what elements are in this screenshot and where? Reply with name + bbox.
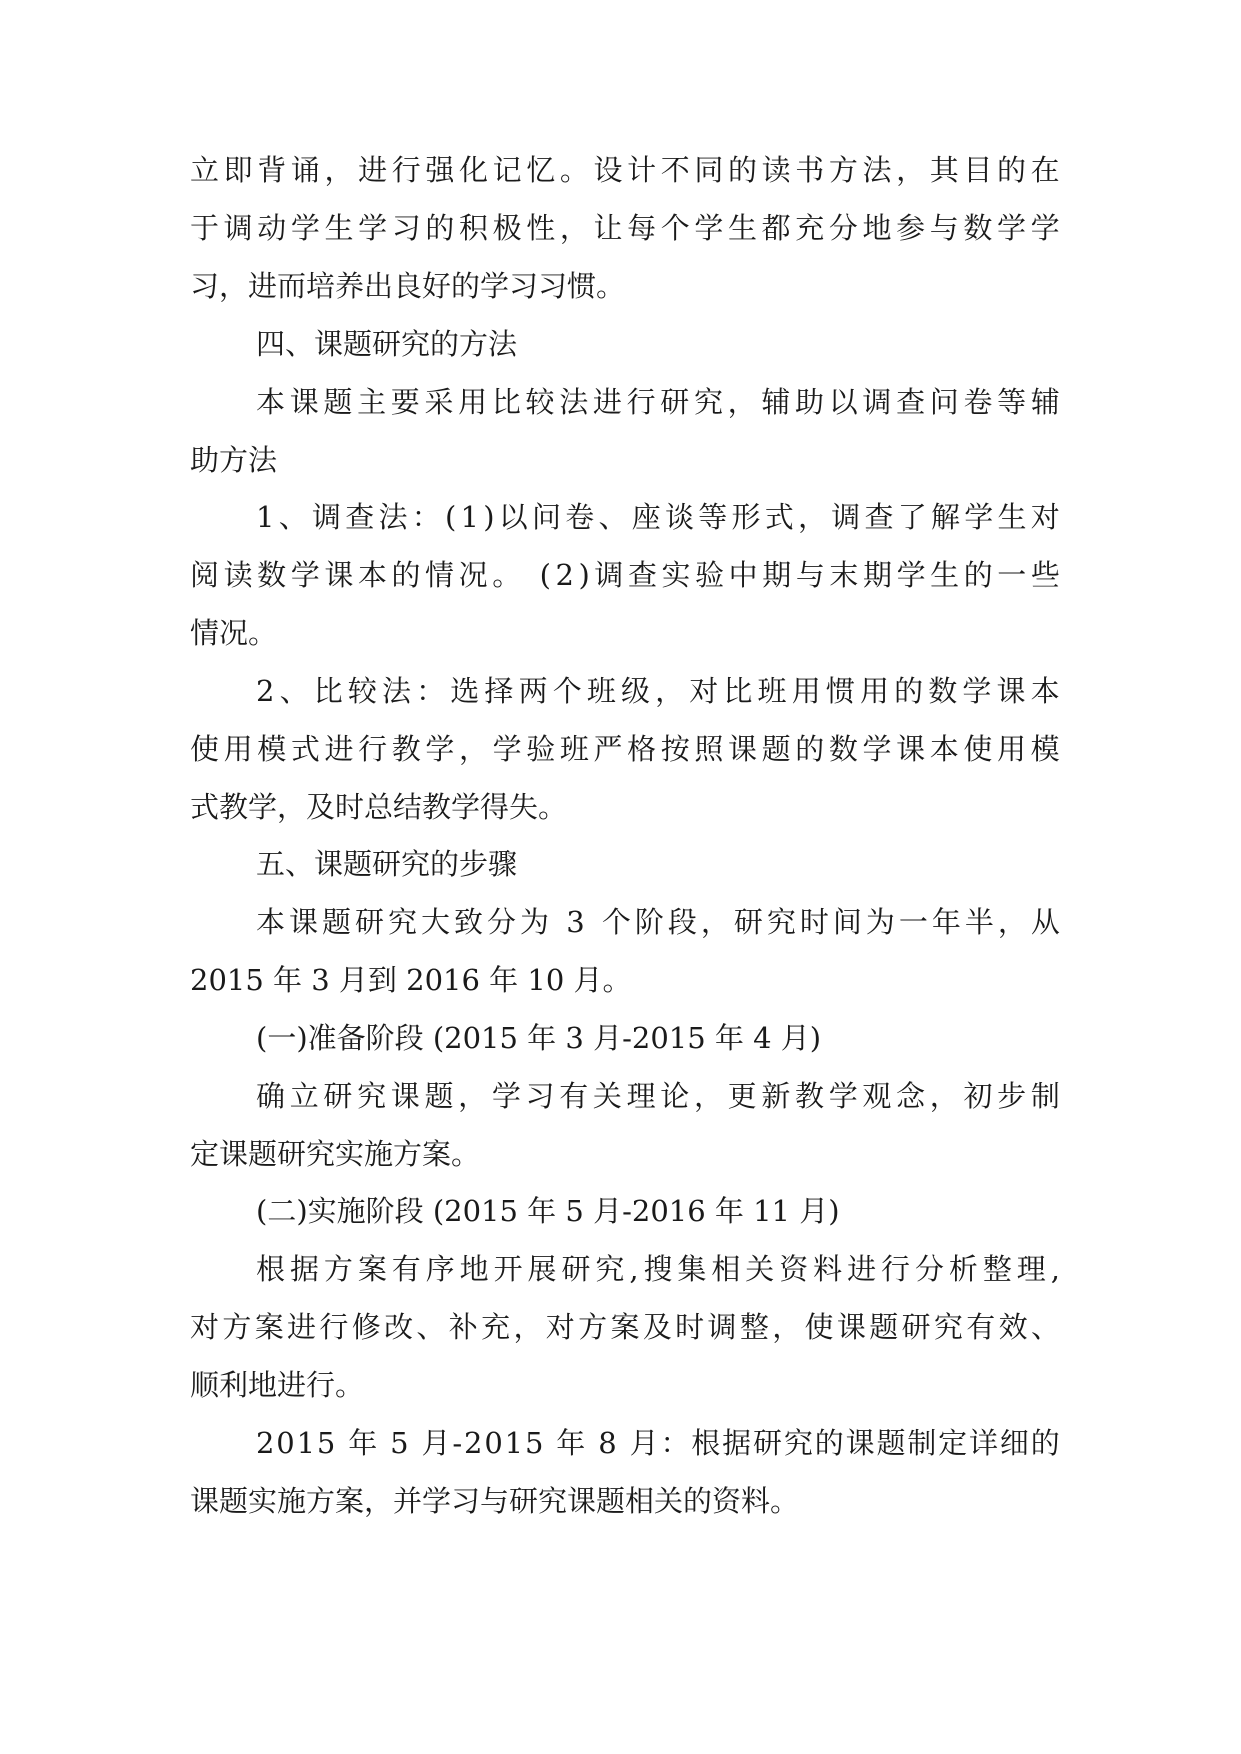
text-line: 确 立 研 究 课 题 ， 学 习 有 关 理 论 ， 更 新 教 学 观 念 ， 初 步 制 (256, 1079, 1060, 1113)
text-line: 2 0 1 5 年 5 月 - 2 0 1 5 年 8 月 ： 根 据 研 究 的 课 题 制 定 详 细 的 (256, 1426, 1060, 1460)
section-heading: 四、课题研究的方法 (256, 327, 518, 361)
text-line: 本 课 题 研 究 大 致 分 为 3 个 阶 段 ， 研 究 时 间 为 一 年 半 ， 从 (256, 905, 1060, 939)
text-line: 定课题研究实施方案。 (190, 1137, 481, 1171)
text-line: 2015 年 3 月到 2016 年 10 月。 (190, 963, 632, 997)
text-line: 2 、 比 较 法 ： 选 择 两 个 班 级 ， 对 比 班 用 惯 用 的 数 学 课 本 (256, 674, 1060, 708)
text-line: 使 用 模 式 进 行 教 学 ， 学 验 班 严 格 按 照 课 题 的 数 学 课 本 使 用 模 (190, 732, 1060, 766)
text-line: 对 方 案 进 行 修 改 、 补 充 ， 对 方 案 及 时 调 整 ， 使 课 题 研 究 有 效 、 (190, 1310, 1060, 1344)
text-line: 助方法 (190, 443, 278, 477)
text-line: 课题实施方案，并学习与研究课题相关的资料。 (190, 1484, 800, 1518)
text-line: 习，进而培养出良好的学习习惯。 (190, 269, 626, 303)
section-heading: 五、课题研究的步骤 (256, 847, 518, 881)
text-line: 1 、 调 查 法 ： ( 1 ) 以 问 卷 、 座 谈 等 形 式 ， 调 查 了 解 学 生 对 (256, 500, 1060, 534)
subsection-heading: (一)准备阶段 (2015 年 3 月-2015 年 4 月) (256, 1021, 822, 1055)
text-line: 式教学，及时总结教学得失。 (190, 790, 568, 824)
text-line: 顺利地进行。 (190, 1368, 365, 1402)
text-line: 情况。 (190, 616, 278, 650)
text-line: 于 调 动 学 生 学 习 的 积 极 性 ， 让 每 个 学 生 都 充 分 地 参 与 数 学 学 (190, 211, 1060, 245)
subsection-heading: (二)实施阶段 (2015 年 5 月-2016 年 11 月) (256, 1194, 840, 1228)
text-line: 阅 读 数 学 课 本 的 情 况 。 ( 2 ) 调 查 实 验 中 期 与 末 期 学 生 的 一 些 (190, 558, 1060, 592)
text-line: 根 据 方 案 有 序 地 开 展 研 究 , 搜 集 相 关 资 料 进 行 分 析 整 理 , (256, 1252, 1060, 1286)
text-line: 立 即 背 诵 ， 进 行 强 化 记 忆 。 设 计 不 同 的 读 书 方 法 ， 其 目 的 在 (190, 153, 1060, 187)
text-line: 本 课 题 主 要 采 用 比 较 法 进 行 研 究 ， 辅 助 以 调 查 问 卷 等 辅 (256, 385, 1060, 419)
